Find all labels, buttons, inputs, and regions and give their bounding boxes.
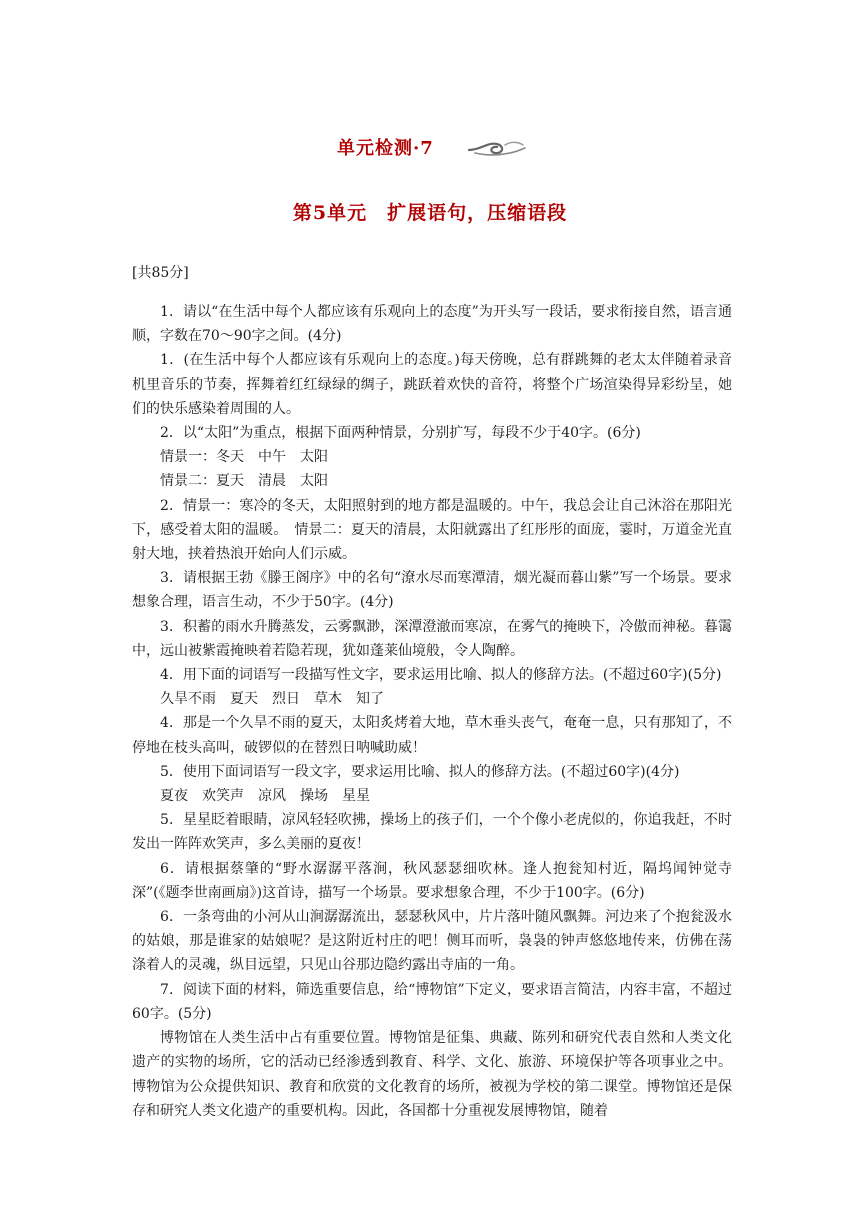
answer-paragraph: 5．星星眨着眼睛，凉风轻轻吹拂，操场上的孩子们，一个个像小老虎似的，你追我赶，不时发出一阵阵欢笑声，多么美丽的夏夜！ <box>132 812 732 853</box>
swirl-ornament-icon <box>467 136 527 158</box>
answer-paragraph: 6．一条弯曲的小河从山涧潺潺流出，瑟瑟秋风中，片片落叶随风飘舞。河边来了个抱瓮汲水的姑娘，那是谁家的姑娘呢？是这附近村庄的吧！侧耳而听，袅袅的钟声悠悠地传来，仿佛在荡涤着人的灵魂，纵目远望，只见山谷那边隐约露出寺庙的一角。 <box>132 909 732 974</box>
page-title: 单元检测·7 <box>337 138 434 159</box>
title-row <box>0 134 860 162</box>
document-body <box>132 300 732 1123</box>
question-paragraph: 2．以“太阳”为重点，根据下面两种情景，分别扩写，每段不少于40字。(6分) <box>160 425 641 442</box>
question-paragraph: 1．请以“在生活中每个人都应该有乐观向上的态度”为开头写一段话，要求衔接自然，语言通顺，字数在70～90字之间。(4分) <box>132 304 732 345</box>
answer-paragraph: 2．情景一：寒冷的冬天，太阳照射到的地方都是温暖的。中午，我总会让自己沐浴在那阳光下，感受着太阳的温暖。 情景二：夏天的清晨，太阳就露出了红彤彤的面庞，霎时，万道金光直射大地，挟着热浪开始向人们示威。 <box>132 497 732 563</box>
section-subtitle: 第5单元 扩展语句，压缩语段 <box>292 202 568 224</box>
question-paragraph: 5．使用下面词语写一段文字，要求运用比喻、拟人的修辞方法。(不超过60字)(4分) <box>160 763 680 780</box>
question-paragraph: 3．请根据王勃《滕王阁序》中的名句“潦水尽而寒潭清，烟光凝而暮山紫”写一个场景。要求想象合理，语言生动，不少于50字。(4分) <box>132 570 732 611</box>
prompt-line: 久旱不雨 夏天 烈日 草木 知了 <box>160 691 384 708</box>
prompt-line: 夏夜 欢笑声 凉风 操场 星星 <box>160 788 370 805</box>
prompt-line: 情景二：夏天 清晨 太阳 <box>160 473 328 490</box>
total-score: [共85分] <box>132 265 189 281</box>
material-paragraph: 博物馆在人类生活中占有重要位置。博物馆是征集、典藏、陈列和研究代表自然和人类文化遗产的实物的场所，它的活动已经渗透到教育、科学、文化、旅游、环境保护等各项事业之中。博物馆为公众提供知识、教育和欣赏的文化教育的场所，被视为学校的第二课堂。博物馆还是保存和研究人类文化遗产的重要机构。因此，各国都十分重视发展博物馆，随着 <box>132 1030 732 1119</box>
answer-paragraph: 4．那是一个久旱不雨的夏天，太阳炙烤着大地，草木垂头丧气，奄奄一息，只有那知了，不停地在枝头高叫，破锣似的在替烈日呐喊助威！ <box>132 715 732 756</box>
question-paragraph: 4．用下面的词语写一段描写性文字，要求运用比喻、拟人的修辞方法。(不超过60字)(5分) <box>160 667 722 684</box>
answer-paragraph: 1．(在生活中每个人都应该有乐观向上的态度。)每天傍晚，总有群跳舞的老太太伴随着录音机里音乐的节奏，挥舞着红红绿绿的绸子，跳跃着欢快的音符，将整个广场渲染得异彩纷呈，她们的快乐感染着周围的人。 <box>132 352 732 417</box>
question-paragraph: 6．请根据蔡肇的“野水潺潺平落涧，秋风瑟瑟细吹林。逢人抱瓮知村近，隔坞闻钟觉寺深”(《题李世南画扇》)这首诗，描写一个场景。要求想象合理，不少于100字。(6分) <box>132 860 732 901</box>
question-paragraph: 7．阅读下面的材料，筛选重要信息，给“博物馆”下定义，要求语言简洁，内容丰富，不超过60字。(5分) <box>132 981 732 1022</box>
prompt-line: 情景一：冬天 中午 太阳 <box>160 449 328 466</box>
answer-paragraph: 3．积蓄的雨水升腾蒸发，云雾飘渺，深潭澄澈而寒凉，在雾气的掩映下，冷傲而神秘。暮霭中，远山被紫霞掩映着若隐若现，犹如蓬莱仙境般，令人陶醉。 <box>132 618 732 659</box>
